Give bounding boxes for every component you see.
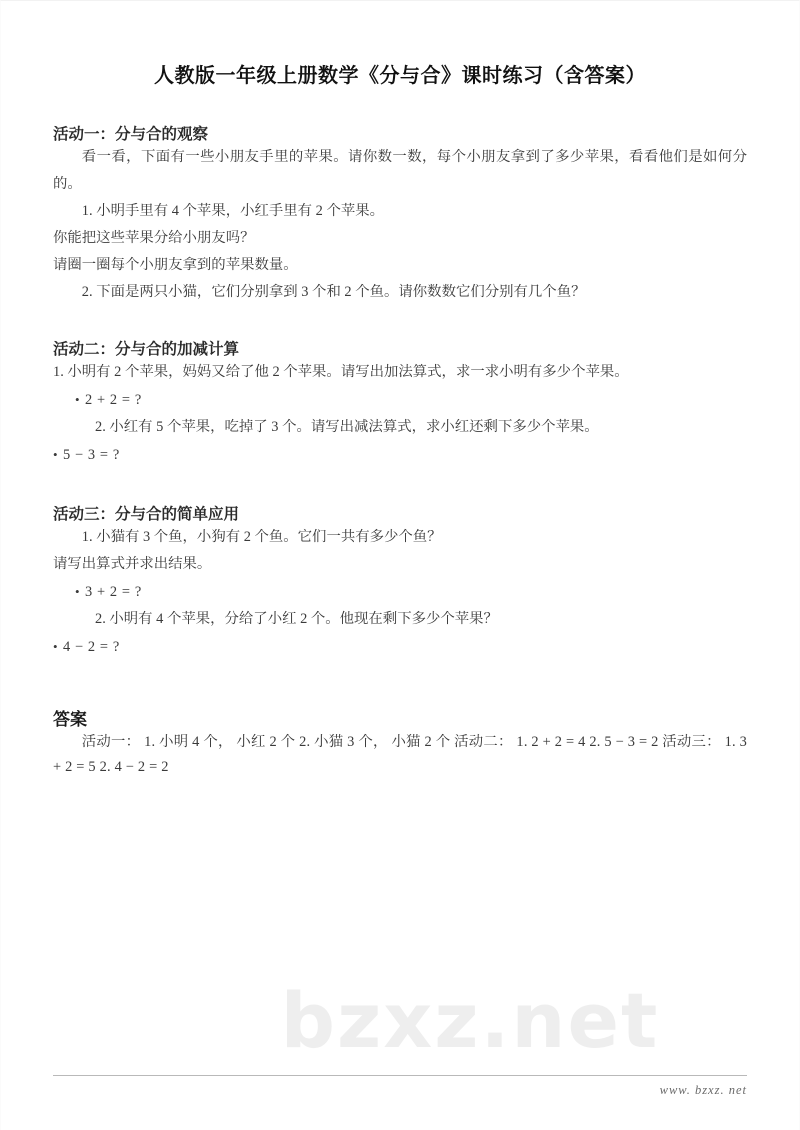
section-heading-activity-3: 活动三：分与合的简单应用 — [53, 505, 240, 523]
activity-2-item-1-bullet — [53, 386, 747, 414]
activity-3-equation-1: 3 + 2 = ? — [85, 584, 142, 600]
activity-2-item-1: 1. 小明有 2 个苹果，妈妈又给了他 2 个苹果。请写出加法算式，求一求小明有多少个苹果。 — [53, 364, 629, 380]
activity-3-equation-2: 4 − 2 = ? — [63, 639, 120, 655]
activity-1-item-2: 2. 下面是两只小猫，它们分别拿到 3 个和 2 个鱼。请你数数它们分别有几个鱼？ — [81, 284, 586, 300]
activity-3-item-2-bullet — [53, 633, 747, 661]
section-heading-answers: 答案 — [53, 710, 87, 730]
activity-3-item-1-bullet — [53, 578, 747, 606]
activity-1-item-1: 1. 小明手里有 4 个苹果，小红手里有 2 个苹果。 — [81, 203, 385, 219]
bullet-dot-icon: • — [53, 639, 58, 654]
section-heading-activity-1: 活动一：分与合的观察 — [53, 125, 209, 143]
activity-1-item-1-line-2: 你能把这些苹果分给小朋友吗？ — [53, 230, 255, 246]
bullet-dot-icon: • — [75, 392, 80, 407]
activity-3-item-2: 2. 小明有 4 个苹果，分给了小红 2 个。他现在剩下多少个苹果？ — [95, 611, 498, 627]
document-content — [1, 1, 799, 780]
activity-2-equation-1: 2 + 2 = ? — [85, 392, 142, 408]
activity-2-equation-2: 5 − 3 = ? — [63, 447, 120, 463]
activity-2-item-2-bullet — [53, 441, 747, 469]
page-footer — [53, 1075, 747, 1098]
footer-divider — [53, 1075, 747, 1076]
activity-3-item-1: 1. 小猫有 3 个鱼，小狗有 2 个鱼。它们一共有多少个鱼？ — [81, 529, 442, 545]
watermark-bzxz: bzxz.net — [280, 976, 660, 1065]
page-title: 人教版一年级上册数学《分与合》课时练习（含答案） — [154, 65, 646, 87]
activity-2-item-2: 2. 小红有 5 个苹果，吃掉了 3 个。请写出减法算式，求小红还剩下多少个苹果。 — [95, 419, 599, 435]
activity-3-item-1-line-2: 请写出算式并求出结果。 — [53, 556, 212, 572]
bullet-dot-icon: • — [75, 584, 80, 599]
activity-1-item-1-line-3: 请圈一圈每个小朋友拿到的苹果数量。 — [53, 257, 298, 273]
bullet-dot-icon: • — [53, 447, 58, 462]
activity-1-intro: 看一看，下面有一些小朋友手里的苹果。请你数一数，每个小朋友拿到了多少苹果，看看他们是如何分的。 — [53, 149, 747, 192]
answers-body: 活动一： 1. 小明 4 个， 小红 2 个 2. 小猫 3 个， 小猫 2 个 活动二： 1. 2 + 2 = 4 2. 5 − 3 = 2 活动三： 1. 3 + 2 = 5 2. 4 − 2 = 2 — [53, 734, 747, 775]
section-heading-activity-2: 活动二：分与合的加减计算 — [53, 340, 240, 358]
footer-url: www. bzxz. net — [659, 1083, 747, 1097]
